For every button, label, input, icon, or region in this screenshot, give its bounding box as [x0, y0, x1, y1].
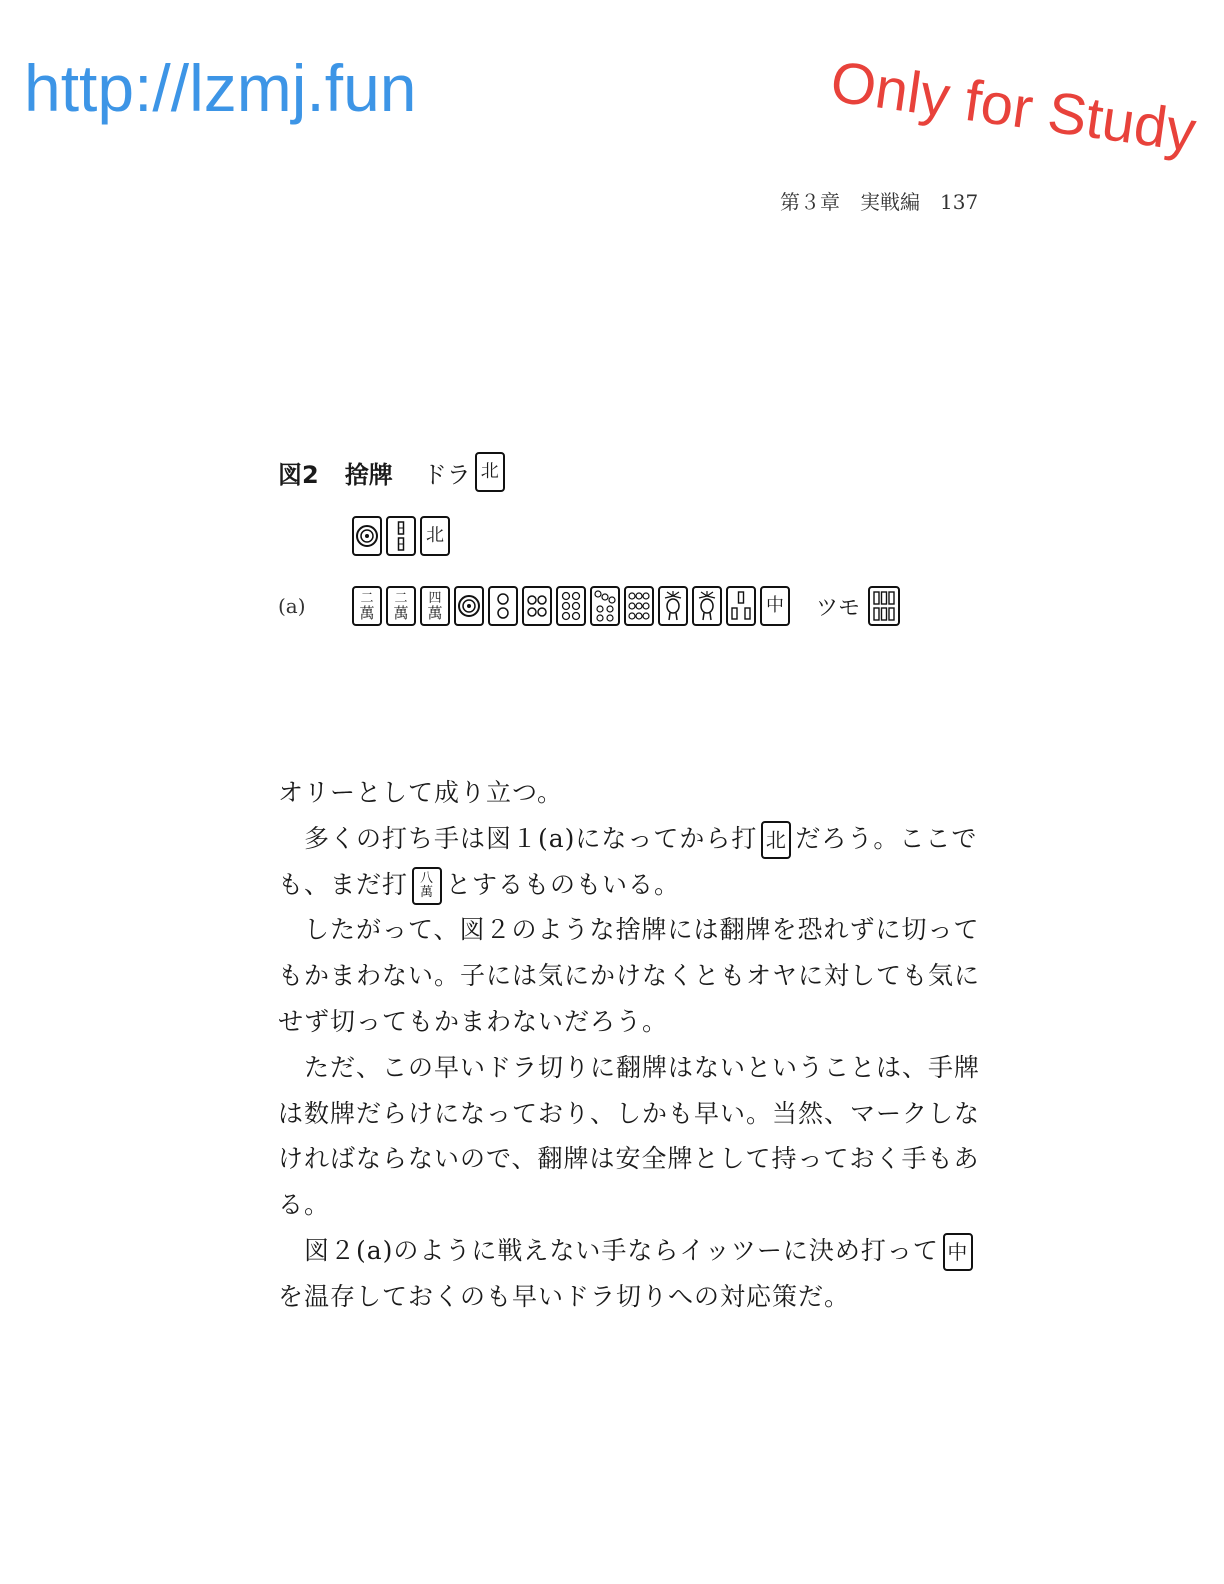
sou-3-tile-icon: [726, 586, 756, 626]
red-dragon-tile: 中: [943, 1233, 973, 1271]
watermark-study: Only for Study: [826, 48, 1200, 165]
hand-label: (a): [278, 594, 306, 618]
discard-row: [352, 516, 998, 556]
pin-1-tile-icon: [454, 586, 484, 626]
pin-6-tile-icon: [556, 586, 586, 626]
man-tile: 二 萬: [352, 586, 382, 626]
sou-2-tile-icon: [386, 516, 416, 556]
watermark-url: http://lzmj.fun: [24, 51, 417, 125]
paragraph-2: 多くの打ち手は図１(a)になってから打 北 だろう。ここでも、まだ打 八 萬 とするものもいる。: [278, 816, 988, 908]
red-dragon-tile: 中: [760, 586, 790, 626]
figure-title: [278, 450, 998, 494]
sou-1-tile-icon: [658, 586, 688, 626]
north-wind-tile: 北: [761, 821, 791, 859]
man-8-tile: 八 萬: [412, 867, 442, 905]
tsumo-label: ツモ: [816, 595, 861, 621]
man-tile: 四 萬: [420, 586, 450, 626]
sou-6-tile-icon: [868, 586, 900, 626]
man-tile: 二 萬: [386, 586, 416, 626]
dora-label: ドラ: [422, 460, 471, 489]
pin-1-tile-icon: [352, 516, 382, 556]
dora-tile: 北: [475, 452, 505, 492]
paragraph-5: 図２(a)のように戦えない手ならイッツーに決め打って 中を温存しておくのも早いドラ切りへの対応策だ。: [278, 1228, 988, 1320]
pin-7-tile-icon: [590, 586, 620, 626]
figure-number: 図2: [278, 460, 319, 489]
running-head: 第３章 実戦編 137: [780, 190, 979, 214]
body-text: [278, 770, 988, 1320]
figure-2: [278, 450, 998, 626]
hand-row: [278, 586, 998, 626]
paragraph-3: したがって、図２のような捨牌には翻牌を恐れずに切ってもかまわない。子には気にかけなくともオヤに対しても気にせず切ってもかまわないだろう。: [278, 915, 981, 1036]
pin-9-tile-icon: [624, 586, 654, 626]
north-wind-tile: 北: [420, 516, 450, 556]
figure-caption: 捨牌: [344, 460, 393, 489]
paragraph-1: オリーとして成り立つ。: [278, 778, 564, 807]
pin-4-tile-icon: [522, 586, 552, 626]
pin-2-tile-icon: [488, 586, 518, 626]
paragraph-4: ただ、この早いドラ切りに翻牌はないということは、手牌は数牌だらけになっており、しかも早い。当然、マークしなければならないので、翻牌は安全牌として持っておく手もある。: [278, 1052, 981, 1220]
sou-1-tile-icon: [692, 586, 722, 626]
